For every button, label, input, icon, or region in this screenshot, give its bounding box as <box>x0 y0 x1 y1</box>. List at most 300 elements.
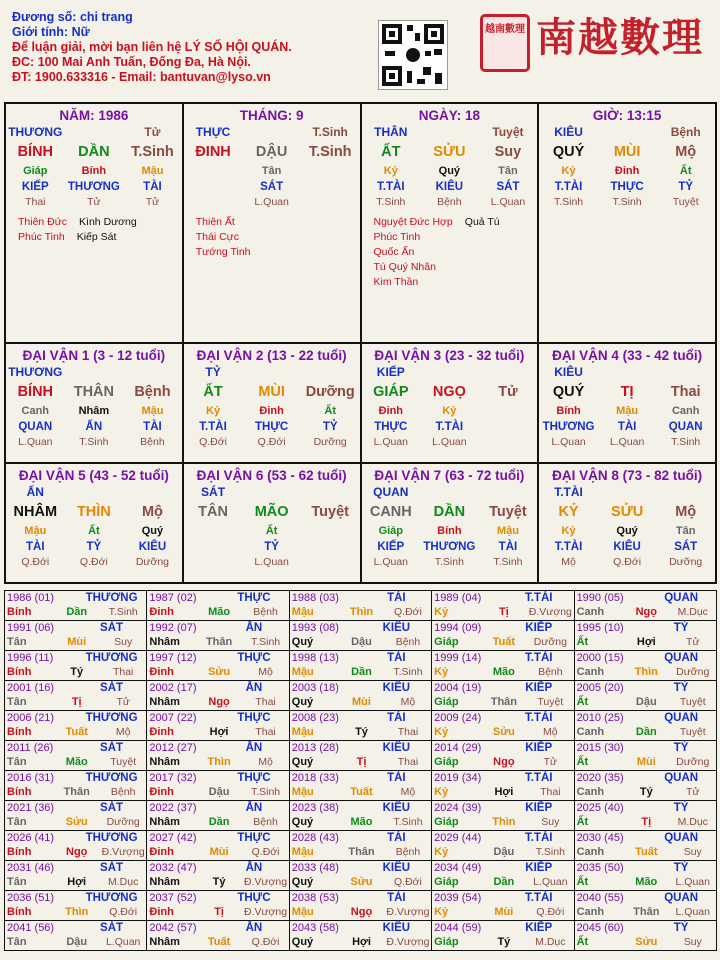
year-branch: Tị <box>71 696 82 708</box>
year-cell-content <box>5 921 146 949</box>
luck-period-1-hidden-gods-cell: ẤN <box>85 420 103 433</box>
contact-line: Để luận giải, mời bạn liên hệ LÝ SỐ HỘI QUÁN. <box>12 40 292 54</box>
pillar-1 <box>5 103 183 343</box>
year-cell-content <box>575 711 716 739</box>
year-top <box>5 831 146 845</box>
year-bottom <box>290 665 431 679</box>
year-stem: Giáp <box>434 696 459 708</box>
year-top <box>290 591 431 605</box>
year-branch: Sửu <box>635 936 658 948</box>
year-cell-content <box>147 801 288 829</box>
year-stage: L.Quan <box>533 876 568 888</box>
year-top <box>575 741 716 755</box>
year-bottom <box>5 605 146 619</box>
year-branch: Tuất <box>635 846 658 858</box>
luck-period-4-life-stage-cell: L.Quan <box>609 435 645 448</box>
luck-period-8-hidden-stems-cell: Tân <box>675 525 696 537</box>
year-cell <box>147 621 289 651</box>
luck-period-6-stem-branch <box>184 501 360 523</box>
year-label: 2024 (39) <box>434 802 482 814</box>
year-branch: Dậu <box>493 846 515 858</box>
year-label: 2022 (37) <box>149 802 197 814</box>
luck-period-1-ten-god-cell: THƯƠNG <box>8 365 63 379</box>
year-label: 1990 (05) <box>576 592 624 604</box>
pillar-3-ten-god-cell: Tuyệt <box>492 125 524 139</box>
luck-period-2-life-stage-cell: Q.Đới <box>199 435 227 448</box>
year-label: 2036 (51) <box>7 892 55 904</box>
year-branch: Mùi <box>636 756 656 768</box>
year-stem: Tân <box>7 936 27 948</box>
luck-period-8-hidden-gods <box>539 539 715 554</box>
pillar-3-star: Quốc Ấn <box>373 246 415 258</box>
year-cell <box>574 591 716 621</box>
year-stem: Mậu <box>291 846 314 858</box>
year-cell <box>289 711 431 741</box>
pillar-1-title: NĂM: 1986 <box>59 108 129 123</box>
year-top <box>5 711 146 725</box>
pillar-2 <box>183 103 361 343</box>
luck-period-5-stem-branch-cell: Mộ <box>141 504 163 520</box>
pillar-3-life-stage <box>362 194 538 209</box>
luck-period-2-ten-god <box>184 363 360 381</box>
year-top <box>5 741 146 755</box>
year-stage: Mộ <box>400 786 416 798</box>
luck-period-5-life-stage-cell: Q.Đới <box>79 555 108 568</box>
pillar-1-star: Thiên Đức <box>18 216 68 228</box>
year-stem: Kỷ <box>434 726 449 738</box>
year-stem: Nhâm <box>149 636 180 648</box>
pillar-3-star: Nguyệt Đức Hợp <box>373 216 453 228</box>
year-branch: Mão <box>65 756 88 768</box>
year-stem: Canh <box>576 846 605 858</box>
year-top <box>290 621 431 635</box>
luck-period-7-hidden-gods <box>362 539 538 554</box>
year-cell-content <box>5 771 146 799</box>
year-top <box>147 591 288 605</box>
year-stem: Bính <box>7 906 32 918</box>
pillar-2-ten-god-cell: THỰC <box>195 125 231 139</box>
year-cell <box>147 681 289 711</box>
pillar-1-ten-god <box>6 123 182 141</box>
pillar-3-star: Quả Tú <box>464 216 500 228</box>
year-top <box>432 591 573 605</box>
year-cell <box>432 771 574 801</box>
luck-period-7-stem-branch-cell: DẦN <box>433 504 466 520</box>
year-ten-god: THỰC <box>237 832 271 844</box>
year-top <box>5 651 146 665</box>
year-bottom <box>5 785 146 799</box>
luck-period-6-hidden-stems <box>184 523 360 539</box>
address-line: ĐC: 100 Mai Anh Tuấn, Đống Đa, Hà Nội. <box>12 55 251 69</box>
pillar-3-life-stage-cell: T.Sinh <box>376 195 406 208</box>
year-cell-content <box>575 621 716 649</box>
year-label: 2034 (49) <box>434 862 482 874</box>
year-cell <box>432 801 574 831</box>
year-stage: Mộ <box>115 726 131 738</box>
luck-period-5-life-stage <box>6 554 182 569</box>
year-label: 2016 (31) <box>7 772 55 784</box>
luck-period-6-hidden-stems-cell: Ất <box>265 525 278 537</box>
year-bottom <box>575 785 716 799</box>
year-stage: Mộ <box>258 666 273 678</box>
pillar-4-stem-branch-cell: QUÝ <box>552 144 585 160</box>
pillar-3-star-line <box>374 275 538 290</box>
pillar-grid <box>4 102 717 584</box>
year-ten-god: KIẾP <box>525 682 553 694</box>
year-bottom <box>432 635 573 649</box>
year-stem: Tân <box>7 816 27 828</box>
year-stem: Nhâm <box>149 756 180 768</box>
year-stage: Bệnh <box>110 786 136 798</box>
year-ten-god: KIẾP <box>525 922 553 934</box>
year-ten-god: KIẾP <box>525 742 553 754</box>
pillar-4-ten-god-cell: Bệnh <box>670 125 701 139</box>
year-top <box>575 771 716 785</box>
year-cell <box>5 681 147 711</box>
luck-period-3-life-stage <box>362 434 538 449</box>
year-cell <box>5 591 147 621</box>
year-stage: L.Quan <box>675 906 710 918</box>
luck-period-5 <box>5 463 183 583</box>
luck-period-1-hidden-gods-cell: TÀI <box>143 420 162 433</box>
pillar-1-hidden-stems-cell: Giáp <box>23 165 48 177</box>
year-bottom <box>5 695 146 709</box>
year-top <box>575 801 716 815</box>
year-cell <box>574 801 716 831</box>
year-cell <box>432 681 574 711</box>
year-cell-content <box>290 891 431 919</box>
year-top <box>290 861 431 875</box>
year-cell <box>5 861 147 891</box>
luck-period-1-hidden-stems-cell: Canh <box>21 405 50 417</box>
year-stem: Nhâm <box>149 936 180 948</box>
pillar-2-ten-god <box>184 123 360 141</box>
year-branch: Ngọ <box>208 696 230 708</box>
year-branch: Ngọ <box>66 846 88 858</box>
year-stage: Tử <box>686 786 700 798</box>
luck-period-2-title: ĐẠI VẬN 2 (13 - 22 tuổi) <box>196 348 347 363</box>
year-branch: Tị <box>498 606 509 618</box>
pillar-1-hidden-gods-cell: THƯƠNG <box>67 180 120 193</box>
luck-period-5-hidden-gods-cell: TỶ <box>86 540 102 553</box>
year-cell <box>289 891 431 921</box>
year-top <box>5 891 146 905</box>
year-top <box>5 801 146 815</box>
year-cell <box>574 861 716 891</box>
year-cell <box>147 861 289 891</box>
year-cell-content <box>147 861 288 889</box>
year-branch: Tị <box>641 816 652 828</box>
luck-period-4-hidden-gods-cell: THƯƠNG <box>542 420 595 433</box>
year-ten-god: QUAN <box>664 892 699 904</box>
year-stage: M.Dục <box>677 606 708 618</box>
luck-period-3-stem-branch-cell: Tử <box>498 384 518 400</box>
year-top <box>5 771 146 785</box>
year-branch: Dậu <box>635 696 657 708</box>
pillar-3-star: Kim Thần <box>373 276 419 288</box>
pillar-2-life-stage <box>184 194 360 209</box>
year-branch: Thân <box>490 696 518 708</box>
year-stage: Suy <box>114 636 133 648</box>
year-stem: Mậu <box>291 726 314 738</box>
year-bottom <box>147 905 288 919</box>
pillar-3-hidden-gods-cell: T.TÀI <box>377 180 405 193</box>
year-stem: Quý <box>291 876 314 888</box>
year-stage: L.Quan <box>105 936 141 948</box>
pillar-2-content <box>184 104 360 260</box>
luck-period-2 <box>183 343 361 463</box>
luck-period-3-ten-god-cell: KIẾP <box>376 365 405 379</box>
year-stem: Ất <box>576 876 589 888</box>
year-cell <box>147 711 289 741</box>
year-cell <box>432 741 574 771</box>
year-top <box>5 861 146 875</box>
year-stage: Dưỡng <box>676 756 710 768</box>
year-bottom <box>5 725 146 739</box>
year-ten-god: TỶ <box>673 682 689 694</box>
year-ten-god: TỶ <box>673 862 689 874</box>
year-stem: Ất <box>576 816 589 828</box>
year-branch: Thìn <box>349 606 374 618</box>
year-stage: Tuyệt <box>537 696 564 708</box>
pillar-2-star: Thiên Ất <box>195 216 235 228</box>
year-branch: Hợi <box>636 636 656 648</box>
year-stem: Đinh <box>149 726 174 738</box>
year-cell-content <box>5 741 146 769</box>
year-row <box>5 591 717 621</box>
year-branch: Tý <box>212 876 226 888</box>
year-bottom <box>290 815 431 829</box>
year-stage: Q.Đới <box>394 606 422 618</box>
year-stem: Nhâm <box>149 816 180 828</box>
year-stem: Canh <box>576 906 605 918</box>
year-cell-content <box>147 711 288 739</box>
year-stage: Dưỡng <box>676 666 710 678</box>
year-stage: L.Quan <box>675 876 710 888</box>
year-top <box>290 711 431 725</box>
year-label: 2014 (29) <box>434 742 482 754</box>
year-stem: Đinh <box>149 906 174 918</box>
pillar-1-hidden-gods-cell: KIẾP <box>21 180 49 193</box>
year-stem: Tân <box>7 756 27 768</box>
luck-period-8-life-stage-cell: Mộ <box>561 555 576 568</box>
year-cell <box>147 891 289 921</box>
year-branch: Mão <box>208 606 231 618</box>
pillar-4-hidden-gods-cell: T.TÀI <box>554 180 583 193</box>
luck-period-2-content <box>184 344 360 449</box>
year-cell-content <box>432 921 573 949</box>
year-bottom <box>575 695 716 709</box>
year-top <box>432 801 573 815</box>
year-stage: Mộ <box>400 696 416 708</box>
luck-period-7-life-stage <box>362 554 538 569</box>
year-cell-content <box>147 591 288 619</box>
year-branch: Ngọ <box>350 906 373 918</box>
pillar-1-hidden-stems-cell: Mậu <box>141 165 164 177</box>
year-top <box>5 621 146 635</box>
year-branch: Dậu <box>66 936 88 948</box>
year-label: 2000 (15) <box>576 652 624 664</box>
pillar-1-life-stage <box>6 194 182 209</box>
year-ten-god: THỰC <box>237 592 271 604</box>
year-label: 2021 (36) <box>7 802 55 814</box>
luck-period-1-hidden-stems-cell: Nhâm <box>78 405 110 417</box>
year-cell-content <box>432 771 573 799</box>
luck-period-1-content <box>6 344 182 449</box>
year-branch: Thìn <box>207 756 231 768</box>
year-ten-god: QUAN <box>664 652 699 664</box>
pillar-4-hidden-gods <box>539 179 715 194</box>
year-label: 1992 (07) <box>149 622 197 634</box>
year-cell-content <box>147 681 288 709</box>
year-cell-content <box>575 921 716 949</box>
year-top <box>432 741 573 755</box>
year-cell <box>5 831 147 861</box>
year-cell-content <box>432 621 573 649</box>
year-stem: Kỷ <box>434 906 449 918</box>
pillar-3-stem-branch <box>362 141 538 163</box>
year-branch: Thân <box>348 846 375 858</box>
year-branch: Dần <box>66 606 88 618</box>
year-cell <box>5 651 147 681</box>
year-stage: Q.Đới <box>109 906 138 918</box>
year-stage: Dưỡng <box>533 636 567 648</box>
year-top <box>575 861 716 875</box>
year-label: 2041 (56) <box>7 922 55 934</box>
year-bottom <box>575 935 716 949</box>
year-label: 2028 (43) <box>291 832 339 844</box>
luck-period-2-life-stage <box>184 434 360 449</box>
luck-period-8-hidden-gods-cell: SÁT <box>674 540 698 553</box>
year-bottom <box>5 845 146 859</box>
pillar-3-star-line <box>374 230 538 245</box>
year-label: 2005 (20) <box>576 682 624 694</box>
year-top <box>575 591 716 605</box>
year-bottom <box>290 875 431 889</box>
year-branch: Mùi <box>352 696 371 708</box>
year-stage: Suy <box>541 816 560 828</box>
year-ten-god: TỶ <box>673 922 689 934</box>
year-cell-content <box>575 741 716 769</box>
year-stem: Canh <box>576 666 605 678</box>
year-stem: Đinh <box>149 666 174 678</box>
year-ten-god: THƯƠNG <box>85 712 138 724</box>
year-stage: Đ.Vượng <box>528 606 572 618</box>
year-bottom <box>575 875 716 889</box>
year-top <box>147 861 288 875</box>
year-label: 2037 (52) <box>149 892 197 904</box>
luck-period-3 <box>361 343 539 463</box>
year-bottom <box>5 815 146 829</box>
year-ten-god: ẤN <box>245 922 263 934</box>
luck-period-8-stem-branch-cell: KỶ <box>558 504 579 520</box>
year-stage: Đ.Vượng <box>386 906 430 918</box>
year-stage: Tuyệt <box>110 756 137 768</box>
year-stage: Thai <box>255 726 276 738</box>
year-cell-content <box>432 861 573 889</box>
year-ten-god: TÀI <box>387 592 406 604</box>
pillar-2-stem-branch-cell: ĐINH <box>195 144 231 160</box>
year-stem: Ất <box>576 936 589 948</box>
year-branch: Ngọ <box>635 606 657 618</box>
luck-period-6-hidden-gods <box>184 539 360 554</box>
year-stem: Giáp <box>434 816 459 828</box>
pillar-4-hidden-gods-cell: TỶ <box>678 180 694 193</box>
luck-period-5-content <box>6 464 182 569</box>
year-top <box>575 651 716 665</box>
year-branch: Mão <box>492 666 515 678</box>
luck-period-4-life-stage-cell: L.Quan <box>551 435 586 448</box>
pillar-4-ten-god <box>539 123 715 141</box>
year-top <box>147 621 288 635</box>
year-branch: Tị <box>214 906 224 918</box>
year-cell <box>432 711 574 741</box>
year-stage: Đ.Vượng <box>101 846 145 858</box>
pillar-4-stem-branch-cell: Mộ <box>675 144 697 160</box>
year-ten-god: T.TÀI <box>524 592 553 604</box>
year-label: 1996 (11) <box>7 652 54 664</box>
pillar-1-stem-branch-cell: T.Sinh <box>131 144 174 160</box>
year-cell <box>289 861 431 891</box>
year-ten-god: THƯƠNG <box>85 772 138 784</box>
year-cell <box>432 621 574 651</box>
year-stem: Ất <box>576 636 589 648</box>
luck-period-8-life-stage <box>539 554 715 569</box>
luck-period-4-hidden-stems-cell: Mậu <box>616 405 639 417</box>
year-label: 2035 (50) <box>576 862 624 874</box>
year-ten-god: QUAN <box>664 712 699 724</box>
year-bottom <box>5 635 146 649</box>
luck-period-7-hidden-stems-cell: Mậu <box>496 525 519 537</box>
luck-period-1-hidden-gods-cell: QUAN <box>18 420 53 433</box>
year-stem: Kỷ <box>434 786 449 798</box>
year-top <box>147 831 288 845</box>
year-cell <box>289 651 431 681</box>
year-cell-content <box>290 591 431 619</box>
luck-period-1-hidden-stems <box>6 403 182 419</box>
year-cell-content <box>575 591 716 619</box>
year-cell-content <box>147 771 288 799</box>
luck-period-8-content <box>539 464 715 569</box>
year-stem: Mậu <box>291 666 314 678</box>
year-cell-content <box>575 651 716 679</box>
luck-period-8-life-stage-cell: Dưỡng <box>669 555 703 568</box>
year-stem: Bính <box>7 606 32 618</box>
luck-period-1-title: ĐẠI VẬN 1 (3 - 12 tuổi) <box>22 348 166 363</box>
year-bottom <box>575 665 716 679</box>
luck-period-7-life-stage-cell: T.Sinh <box>434 555 464 568</box>
year-bottom <box>575 815 716 829</box>
pillar-4-stem-branch <box>539 141 715 163</box>
pillar-4 <box>538 103 716 343</box>
year-stage: Thai <box>397 726 419 738</box>
year-branch: Tị <box>356 756 367 768</box>
luck-period-4-hidden-gods-cell: TÀI <box>617 420 637 433</box>
luck-period-6-title: ĐẠI VẬN 6 (53 - 62 tuổi) <box>196 468 347 483</box>
year-cell <box>574 681 716 711</box>
pillar-3-ten-god-cell: THÂN <box>374 125 408 139</box>
year-row <box>5 921 717 951</box>
year-label: 1991 (06) <box>7 622 55 634</box>
owner-label: Đương số: <box>12 10 77 24</box>
year-ten-god: TÀI <box>387 832 406 844</box>
year-top <box>575 681 716 695</box>
brand-text: 南越數理 <box>536 14 704 61</box>
year-stem: Đinh <box>149 846 174 858</box>
luck-period-1-stem-branch-cell: BÍNH <box>17 384 54 400</box>
luck-period-2-hidden-stems-cell: Kỷ <box>206 405 221 417</box>
luck-period-4-hidden-gods <box>539 419 715 434</box>
